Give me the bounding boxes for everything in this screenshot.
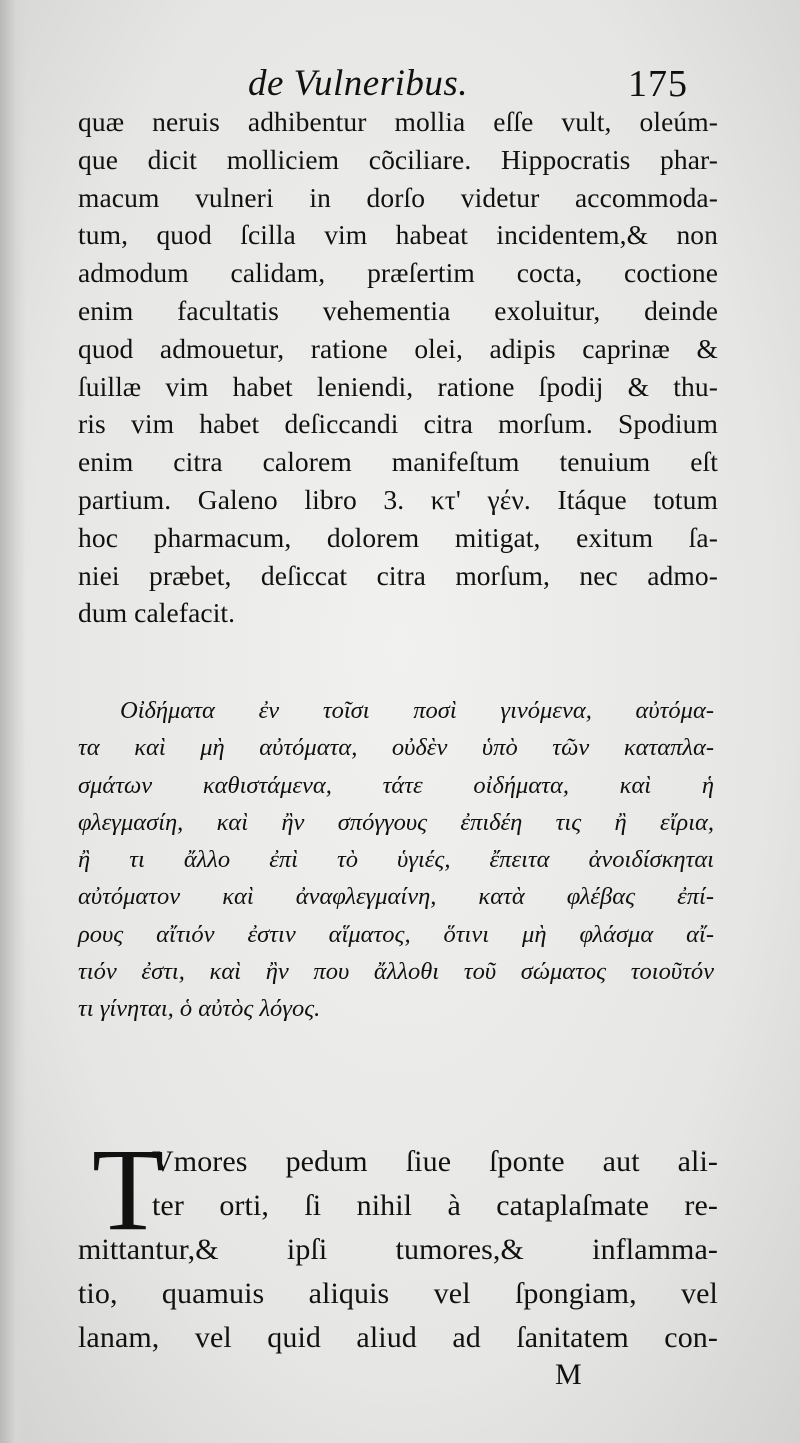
text-line: tum, quod ſcilla vim habeat incidentem,& non bbox=[78, 219, 718, 251]
text-line: mittantur,& ipſi tumores,& inflamma- bbox=[78, 1233, 718, 1266]
greek-line: ἢ τι ἄλλο ἐπὶ τὸ ὑγιές, ἔπειτα ἀνοιδίσκηται bbox=[78, 846, 714, 874]
greek-line: Οἰδήματα ἐν τοῖσι ποσὶ γινόμενα, αὐτόμα- bbox=[120, 697, 714, 724]
text-line: hoc pharmacum, dolorem mitigat, exitum ſa- bbox=[78, 521, 718, 553]
text-line: admodum calidam, præſertim cocta, coctione bbox=[78, 257, 718, 289]
text-line: quod admouetur, ratione olei, adipis caprinæ & bbox=[78, 332, 718, 364]
running-head bbox=[0, 62, 800, 106]
greek-line: τι γίνηται, ὁ αὐτὸς λόγος. bbox=[78, 995, 321, 1023]
text-line: que dicit molliciem cõciliare. Hippocratis phar- bbox=[78, 143, 718, 175]
text-line: partium. Galeno libro 3. κτ' γέν. Itáque totum bbox=[78, 483, 718, 515]
greek-line: σμάτων καθιστάμενα, τάτε οἰδήματα, καὶ ἡ bbox=[78, 771, 714, 799]
greek-paragraph bbox=[78, 692, 714, 1028]
page-gutter-shadow bbox=[0, 0, 26, 1443]
greek-line: τα καὶ μὴ αὐτόματα, οὐδὲν ὑπὸ τῶν καταπλα- bbox=[78, 734, 714, 762]
drop-cap: T bbox=[92, 1124, 165, 1255]
greek-line: αὐτόματον καὶ ἀναφλεγμαίνη, κατὰ φλέβας ἐπί- bbox=[78, 883, 714, 911]
page-number: 175 bbox=[628, 63, 688, 105]
text-line: ris vim habet deſiccandi citra morſum. Spodium bbox=[78, 408, 718, 440]
text-line: tio, quamuis aliquis vel ſpongiam, vel bbox=[78, 1277, 718, 1310]
running-title: de Vulneribus. bbox=[248, 63, 469, 104]
text-line: enim facultatis vehementia exoluitur, deinde bbox=[78, 294, 718, 326]
greek-line: τιόν ἐστι, καὶ ἢν που ἄλλοθι τοῦ σώματος τοιοῦτόν bbox=[78, 958, 714, 986]
greek-line: ρους αἴτιόν ἐστιν αἵματος, ὅτινι μὴ φλάσμα αἴ- bbox=[78, 920, 714, 948]
text-line: ſuillæ vim habet leniendi, ratione ſpodij & thu- bbox=[78, 370, 718, 402]
latin-paragraph-1 bbox=[78, 103, 718, 632]
greek-line: φλεγμασίη, καὶ ἢν σπόγγους ἐπιδέη τις ἢ εἴρια, bbox=[78, 808, 714, 836]
text-line: niei præbet, deſiccat citra morſum, nec admo- bbox=[78, 559, 718, 591]
text-line: quæ neruis adhibentur mollia eſſe vult, oleúm- bbox=[78, 106, 718, 137]
latin-paragraph-2 bbox=[78, 1124, 718, 1360]
text-line: lanam, vel quid aliud ad ſanitatem con- bbox=[78, 1321, 718, 1354]
text-line: macum vulneri in dorſo videtur accommoda- bbox=[78, 181, 718, 213]
text-line: ter orti, ſi nihil à cataplaſmate re- bbox=[152, 1189, 718, 1222]
text-line: enim citra calorem manifeſtum tenuium eſt bbox=[78, 446, 718, 478]
signature-mark: M bbox=[555, 1358, 582, 1391]
text-line: Vmores pedum ſiue ſponte aut ali- bbox=[152, 1145, 718, 1178]
text-line: dum calefacit. bbox=[78, 597, 236, 629]
